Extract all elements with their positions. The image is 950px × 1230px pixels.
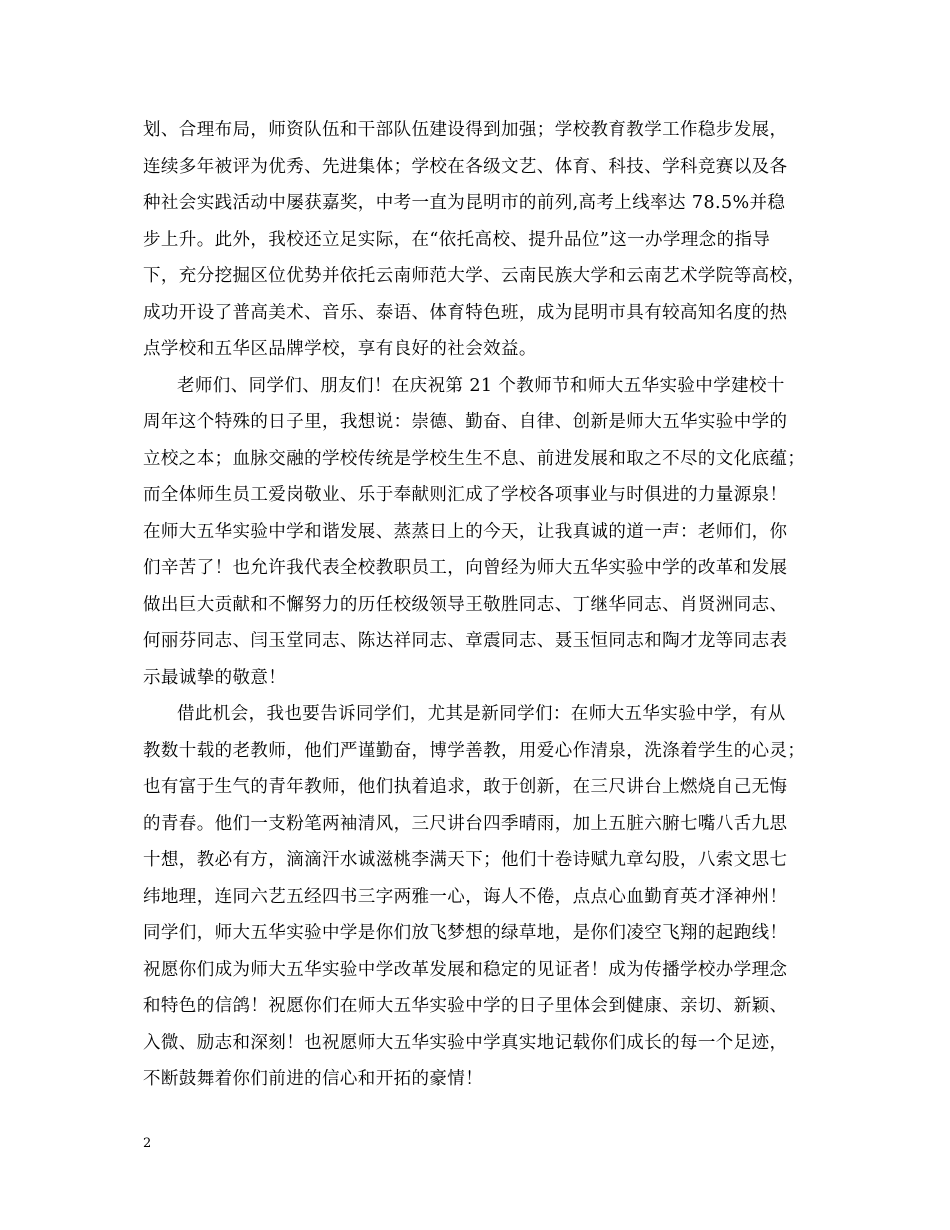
text-line: 周年这个特殊的日子里，我想说：崇德、勤奋、自律、创新是师大五华实验中学的 bbox=[143, 412, 788, 432]
text-line: 种社会实践活动中屡获嘉奖，中考一直为昆明市的前列,高考上线率达 78.5%并稳 bbox=[143, 193, 786, 213]
text-line: 划、合理布局，师资队伍和干部队伍建设得到加强；学校教育教学工作稳步发展， bbox=[143, 120, 788, 140]
text-line: 的青春。他们一支粉笔两袖清风，三尺讲台四季晴雨，加上五脏六腑七嘴八舌九思 bbox=[143, 813, 788, 834]
text-line: 何丽芬同志、闫玉堂同志、陈达祥同志、章震同志、聂玉恒同志和陶才龙等同志表 bbox=[143, 631, 788, 651]
text-line: 们辛苦了！也允许我代表全校教职员工，向曾经为师大五华实验中学的改革和发展 bbox=[143, 558, 788, 578]
paragraph-first-line: 借此机会，我也要告诉同学们，尤其是新同学们：在师大五华实验中学，有从 bbox=[177, 704, 786, 724]
text-line: 立校之本；血脉交融的学校传统是学校生生不息、前进发展和取之不尽的文化底蕴； bbox=[143, 448, 806, 469]
text-line: 点学校和五华区品牌学校，享有良好的社会效益。 bbox=[143, 339, 537, 359]
text-line: 纬地理，连同六艺五经四书三字两雅一心，诲人不倦，点点心血勤育英才泽神州！ bbox=[143, 886, 788, 907]
text-line: 和特色的信鸽！祝愿你们在师大五华实验中学的日子里体会到健康、亲切、新颖、 bbox=[143, 996, 788, 1016]
text-line: 也有富于生气的青年教师，他们执着追求，敢于创新，在三尺讲台上燃烧自己无悔 bbox=[143, 777, 788, 797]
text-line: 不断鼓舞着你们前进的信心和开拓的豪情！ bbox=[143, 1069, 484, 1089]
text-line: 教数十载的老教师，他们严谨勤奋，博学善教，用爱心作清泉，洗涤着学生的心灵； bbox=[143, 740, 806, 761]
text-line: 步上升。此外，我校还立足实际，在“依托高校、提升品位”这一办学理念的指导 bbox=[143, 229, 771, 250]
text-line: 入微、励志和深刻！也祝愿师大五华实验中学真实地记载你们成长的每一个足迹， bbox=[143, 1032, 788, 1053]
text-line: 十想，教必有方，滴滴汗水诚滋桃李满天下；他们十卷诗赋九章勾股，八索文思七 bbox=[143, 850, 788, 870]
text-line: 在师大五华实验中学和谐发展、蒸蒸日上的今天，让我真诚的道一声：老师们，你 bbox=[143, 521, 788, 542]
text-line: 而全体师生员工爱岗敬业、乐于奉献则汇成了学校各项事业与时俱进的力量源泉！ bbox=[143, 485, 788, 505]
paragraph-first-line: 老师们、同学们、朋友们！在庆祝第 21 个教师节和师大五华实验中学建校十 bbox=[177, 375, 785, 396]
text-line: 下，充分挖掘区位优势并依托云南师范大学、云南民族大学和云南艺术学院等高校， bbox=[143, 266, 806, 286]
text-line: 同学们，师大五华实验中学是你们放飞梦想的绿草地，是你们凌空飞翔的起跑线！ bbox=[143, 923, 788, 943]
text-line: 祝愿你们成为师大五华实验中学改革发展和稳定的见证者！成为传播学校办学理念 bbox=[143, 959, 788, 980]
text-line: 连续多年被评为优秀、先进集体；学校在各级文艺、体育、科技、学科竞赛以及各 bbox=[143, 156, 788, 177]
body-text bbox=[143, 112, 823, 1098]
page-number: 2 bbox=[143, 1136, 152, 1151]
text-line: 做出巨大贡献和不懈努力的历任校级领导王敬胜同志、丁继华同志、肖贤洲同志、 bbox=[143, 594, 788, 615]
text-line: 成功开设了普高美术、音乐、泰语、体育特色班，成为昆明市具有较高知名度的热 bbox=[143, 302, 788, 323]
text-line: 示最诚挚的敬意！ bbox=[143, 667, 287, 688]
